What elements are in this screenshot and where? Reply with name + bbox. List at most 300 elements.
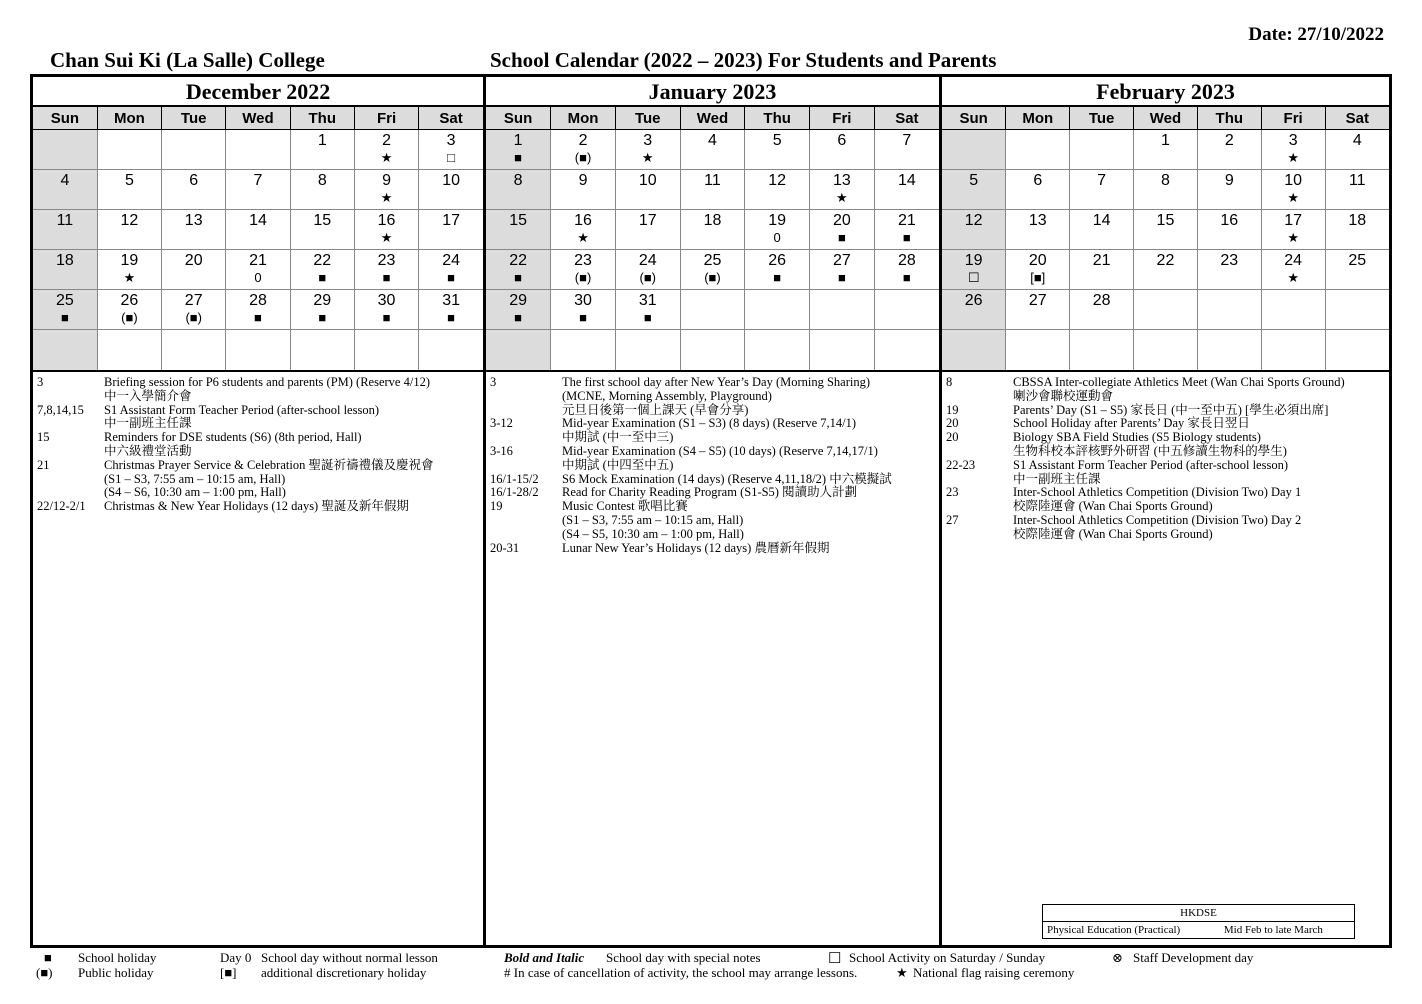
day-number: 8 [1161, 172, 1170, 189]
day-cell [551, 250, 616, 290]
day-marker: ★ [577, 230, 589, 245]
day-number: 24 [442, 252, 460, 269]
day-cell [942, 330, 1006, 372]
note-date: 3-12 [490, 416, 513, 431]
day-cell [1261, 130, 1325, 170]
day-cell [1325, 290, 1389, 330]
saturday-activity-symbol: ☐ [828, 951, 842, 967]
weekday-header: Fri [1261, 107, 1325, 130]
bold-italic-symbol: Bold and Italic [504, 950, 585, 965]
day-number: 7 [902, 132, 912, 149]
note-entry [37, 404, 479, 432]
day-number: 2 [1224, 132, 1234, 149]
day-cell [874, 290, 939, 330]
day-cell [1070, 210, 1134, 250]
note-text [104, 376, 479, 404]
day-cell [1197, 210, 1261, 250]
day-cell [1325, 330, 1389, 372]
day-cell [97, 170, 161, 210]
day-cell [680, 330, 745, 372]
day-number: 18 [55, 252, 74, 269]
day-cell [810, 330, 875, 372]
week-row [486, 330, 939, 372]
day-number: 12 [768, 172, 787, 189]
day-cell [1197, 170, 1261, 210]
note-date: 20 [946, 416, 959, 431]
note-date: 3 [37, 375, 44, 389]
note-line: Biology SBA Field Studies (S5 Biology students) [1013, 430, 1261, 445]
day-cell [290, 170, 354, 210]
day-cell [290, 250, 354, 290]
calendar-grid [942, 107, 1389, 372]
note-entry [946, 431, 1385, 459]
day-marker: ■ [60, 310, 69, 325]
note-text [104, 404, 479, 432]
note-date: 27 [946, 512, 959, 527]
day-number: 20 [184, 252, 203, 269]
weekday-header: Sun [486, 107, 551, 130]
day-number: 9 [382, 172, 391, 189]
day-cell [1006, 250, 1070, 290]
month-panel [483, 77, 939, 945]
calendar-grid [33, 107, 483, 372]
note-entry [37, 376, 479, 404]
day-marker: ■ [382, 270, 391, 285]
day-number: 25 [703, 252, 722, 269]
note-entry [946, 514, 1385, 542]
day-number: 5 [969, 172, 979, 189]
day-marker: ★ [641, 150, 654, 165]
note-entry [490, 486, 935, 500]
day-number: 30 [574, 292, 592, 309]
note-line: (S1 – S3, 7:55 am – 10:15 am, Hall) [104, 471, 286, 486]
calendar-title: School Calendar (2022 – 2023) For Students and Parents [490, 48, 997, 72]
weekday-header: Wed [226, 107, 290, 130]
day-cell [419, 170, 483, 210]
day0-symbol: Day 0 [220, 950, 252, 965]
day-number: 1 [1161, 132, 1170, 149]
day-cell [419, 210, 483, 250]
week-row [942, 250, 1389, 290]
day-number: 4 [1352, 132, 1362, 149]
day-cell [1261, 290, 1325, 330]
day-number: 16 [377, 212, 396, 229]
saturday-activity-label: School Activity on Saturday / Sunday [849, 950, 1046, 965]
day-number: 16 [574, 212, 592, 229]
day-marker: ■ [514, 150, 523, 165]
day-number: 15 [1156, 212, 1175, 229]
day-cell [680, 290, 745, 330]
day-number: 27 [184, 292, 203, 309]
day-cell [162, 250, 226, 290]
day-cell [810, 170, 875, 210]
day-cell [226, 330, 290, 372]
day-number: 30 [377, 292, 396, 309]
day-cell [226, 170, 290, 210]
day-cell [1261, 330, 1325, 372]
day-number: 11 [56, 212, 74, 229]
day-number: 3 [1288, 132, 1298, 149]
day-number: 4 [708, 132, 717, 149]
day-cell [551, 290, 616, 330]
month-title: December 2022 [33, 77, 483, 107]
day-number: 8 [317, 172, 327, 189]
day-cell [615, 130, 680, 170]
flag-symbol: ★ [896, 965, 908, 980]
day-cell [33, 250, 97, 290]
day-cell [942, 250, 1006, 290]
day-cell [1006, 170, 1070, 210]
note-line: CBSSA Inter-collegiate Athletics Meet (Wan Chai Sports Ground) [1013, 375, 1345, 389]
weekday-header: Tue [162, 107, 226, 130]
note-entry [37, 431, 479, 459]
week-row [942, 130, 1389, 170]
staff-development-label: Staff Development day [1133, 950, 1254, 965]
day-marker: ★ [836, 190, 848, 205]
note-text [104, 459, 479, 500]
note-date: 3 [490, 375, 497, 389]
day-number: 1 [317, 132, 327, 149]
note-date: 3-16 [490, 443, 513, 458]
day-cell [226, 130, 290, 170]
public-holiday-label: Public holiday [78, 965, 154, 980]
note-entry [37, 459, 479, 500]
note-text [1013, 417, 1385, 431]
day-number: 26 [964, 292, 983, 309]
day-number: 25 [55, 292, 74, 309]
day-cell [615, 330, 680, 372]
note-line: 元旦日後第一個上課天 (早會分享) [562, 402, 749, 417]
week-row [33, 210, 483, 250]
note-date: 16/1-15/2 [490, 471, 539, 486]
day-number: 31 [638, 292, 657, 309]
day-marker: (■) [704, 270, 721, 285]
day-cell [745, 250, 810, 290]
note-line: 中六級禮堂活動 [104, 443, 192, 458]
day-cell [874, 210, 939, 250]
day-number: 12 [120, 212, 139, 229]
weekday-header: Sun [33, 107, 97, 130]
note-text [1013, 459, 1385, 487]
day-cell [745, 210, 810, 250]
day-number: 17 [638, 212, 657, 229]
note-line: The first school day after New Year’s Day (Morning Sharing) [562, 375, 871, 389]
day-marker: (■) [121, 310, 138, 325]
document-date: Date: 27/10/2022 [1248, 24, 1384, 45]
school-name: Chan Sui Ki (La Salle) College [50, 48, 325, 72]
week-row [942, 330, 1389, 372]
note-line: S6 Mock Examination (14 days) (Reserve 4,11,18/2) 中六模擬試 [562, 471, 892, 486]
day-number: 5 [772, 132, 782, 149]
note-text [1013, 486, 1385, 514]
day-number: 26 [120, 292, 139, 309]
note-text [1013, 514, 1385, 542]
note-entry [490, 500, 935, 541]
month-panel [939, 77, 1389, 945]
day-cell [1325, 170, 1389, 210]
day-cell [1134, 130, 1198, 170]
day-marker: 0 [254, 270, 262, 285]
note-text [562, 542, 935, 556]
note-entry [490, 417, 935, 445]
day-cell [419, 290, 483, 330]
day-cell [680, 210, 745, 250]
day-cell [1070, 290, 1134, 330]
note-line: Briefing session for P6 students and parents (PM) (Reserve 4/12) [104, 375, 430, 389]
note-line: School Holiday after Parents’ Day 家長日翌日 [1013, 416, 1250, 431]
discretionary-label: additional discretionary holiday [261, 965, 427, 980]
day-number: 10 [638, 172, 657, 189]
day-cell [354, 130, 418, 170]
day-marker: [■] [1030, 270, 1046, 285]
day-marker: □ [447, 150, 456, 165]
day-cell [354, 210, 418, 250]
day-cell [162, 210, 226, 250]
day-marker: (■) [574, 150, 592, 165]
month-panel [33, 77, 483, 945]
weekday-header: Mon [1006, 107, 1070, 130]
note-line: 生物科校本評核野外研習 (中五修讀生物科的學生) [1013, 443, 1287, 458]
month-notes [942, 372, 1389, 542]
month-notes [486, 372, 939, 555]
weekday-header: Thu [290, 107, 354, 130]
day-cell [162, 130, 226, 170]
note-text [562, 417, 935, 445]
note-line: (S4 – S5, 10:30 am – 1:00 pm, Hall) [562, 526, 744, 541]
day-cell [419, 250, 483, 290]
note-date: 21 [37, 457, 50, 472]
day-number: 24 [1284, 252, 1303, 269]
weekday-header: Thu [1197, 107, 1261, 130]
day-cell [354, 170, 418, 210]
day-cell [486, 170, 551, 210]
note-line: Reminders for DSE students (S6) (8th period, Hall) [104, 430, 362, 445]
week-row [33, 130, 483, 170]
day-number: 22 [1156, 252, 1175, 269]
note-line: Mid-year Examination (S1 – S3) (8 days) (Reserve 7,14/1) [562, 416, 857, 431]
note-line: Music Contest 歌唱比賽 [562, 499, 688, 514]
day-cell [551, 330, 616, 372]
note-entry [37, 500, 479, 514]
day-marker: ■ [902, 270, 911, 285]
day-cell [1197, 290, 1261, 330]
day-cell [486, 290, 551, 330]
day-cell [810, 290, 875, 330]
staff-development-symbol: ⊗ [1112, 950, 1123, 965]
weekday-header: Tue [615, 107, 680, 130]
day-marker: ■ [447, 270, 456, 285]
note-line: 中一副班主任課 [1013, 471, 1101, 486]
day-number: 21 [897, 212, 916, 229]
hkdse-period: Mid Feb to late March [1220, 922, 1355, 939]
public-holiday-symbol: (■) [36, 965, 53, 980]
cancellation-note: # In case of cancellation of activity, the school may arrange lessons. [504, 965, 858, 980]
day-number: 29 [509, 292, 527, 309]
day-cell [419, 130, 483, 170]
note-text [104, 431, 479, 459]
weekday-header: Wed [1134, 107, 1198, 130]
day-number: 31 [442, 292, 460, 309]
weekday-header-row [486, 107, 939, 130]
week-row [486, 130, 939, 170]
day-number: 13 [1028, 212, 1047, 229]
day-cell [745, 330, 810, 372]
note-text [1013, 376, 1385, 404]
bold-italic-label: School day with special notes [606, 950, 761, 965]
week-row [33, 250, 483, 290]
day-cell [874, 130, 939, 170]
day-number: 22 [313, 252, 332, 269]
day-number: 17 [1284, 212, 1303, 229]
day-number: 9 [1224, 172, 1234, 189]
note-line: 中一副班主任課 [104, 416, 192, 431]
day-number: 16 [1220, 212, 1239, 229]
day-cell [1070, 330, 1134, 372]
day-number: 14 [897, 172, 916, 189]
day-cell [226, 290, 290, 330]
day-cell [1070, 170, 1134, 210]
weekday-header: Fri [810, 107, 875, 130]
weekday-header: Sat [874, 107, 939, 130]
day-cell [290, 330, 354, 372]
day-number: 28 [897, 252, 916, 269]
day-cell [226, 210, 290, 250]
day-cell [745, 290, 810, 330]
day-marker: ★ [1287, 190, 1299, 205]
day-marker: ■ [773, 270, 782, 285]
day-number: 21 [249, 252, 267, 269]
day-cell [162, 170, 226, 210]
day-number: 5 [124, 172, 134, 189]
note-date: 16/1-28/2 [490, 485, 539, 500]
day-cell [33, 330, 97, 372]
week-row [33, 330, 483, 372]
day-cell [162, 330, 226, 372]
week-row [486, 290, 939, 330]
day-marker: ■ [579, 310, 587, 325]
day-cell [745, 170, 810, 210]
day-cell [97, 130, 161, 170]
day-cell [680, 250, 745, 290]
note-text [562, 445, 935, 473]
day-cell [942, 290, 1006, 330]
day-cell [1261, 250, 1325, 290]
hkdse-title: HKDSE [1043, 905, 1355, 922]
weekday-header: Sat [419, 107, 483, 130]
day-cell [1134, 170, 1198, 210]
note-line: Christmas & New Year Holidays (12 days) 聖誕及新年假期 [104, 499, 409, 514]
note-date: 22/12-2/1 [37, 499, 86, 514]
day-number: 23 [574, 252, 592, 269]
day-cell [33, 290, 97, 330]
week-row [33, 170, 483, 210]
day-cell [1070, 130, 1134, 170]
day-cell [486, 210, 551, 250]
day-number: 22 [509, 252, 527, 269]
note-text [1013, 431, 1385, 459]
day-cell [745, 130, 810, 170]
note-line: Read for Charity Reading Program (S1-S5) 閱讀助人計劃 [562, 485, 858, 500]
weekday-header: Tue [1070, 107, 1134, 130]
day-cell [1134, 290, 1198, 330]
day-cell [615, 210, 680, 250]
day-cell [551, 130, 616, 170]
note-line: Lunar New Year’s Holidays (12 days) 農曆新年假期 [562, 540, 830, 555]
day-number: 10 [442, 172, 460, 189]
day-marker: ★ [1287, 150, 1299, 165]
day-cell [226, 250, 290, 290]
day-marker: ★ [123, 270, 136, 285]
day-cell [1006, 330, 1070, 372]
day-cell [1261, 170, 1325, 210]
week-row [942, 210, 1389, 250]
day-number: 3 [446, 132, 456, 149]
day-marker: (■) [639, 270, 657, 285]
day-marker: ■ [902, 230, 911, 245]
week-row [942, 290, 1389, 330]
day-marker: ■ [837, 270, 846, 285]
day-cell [615, 170, 680, 210]
day-cell [1325, 130, 1389, 170]
day-cell [1006, 130, 1070, 170]
day-number: 4 [60, 172, 70, 189]
note-text [562, 486, 935, 500]
day-number: 7 [1097, 172, 1107, 189]
day-number: 23 [1220, 252, 1239, 269]
weekday-header: Mon [551, 107, 616, 130]
weekday-header: Fri [354, 107, 418, 130]
day-number: 13 [832, 172, 851, 189]
note-entry [946, 459, 1385, 487]
day-number: 27 [1028, 292, 1047, 309]
day-number: 3 [643, 132, 653, 149]
day0-label: School day without normal lesson [261, 950, 438, 965]
day-number: 6 [189, 172, 199, 189]
day-marker: ■ [514, 270, 523, 285]
day-marker: 0 [773, 230, 781, 245]
day-cell [1261, 210, 1325, 250]
day-number: 6 [837, 132, 847, 149]
day-cell [97, 210, 161, 250]
day-number: 19 [964, 252, 983, 269]
day-marker: ■ [837, 230, 846, 245]
day-number: 2 [382, 132, 391, 149]
day-number: 26 [768, 252, 787, 269]
day-cell [290, 210, 354, 250]
note-entry [946, 486, 1385, 514]
note-date: 20 [946, 430, 959, 445]
day-number: 21 [1092, 252, 1111, 269]
day-cell [874, 250, 939, 290]
weekday-header: Sat [1325, 107, 1389, 130]
weekday-header-row [33, 107, 483, 130]
day-marker: ★ [380, 230, 393, 245]
day-cell [33, 210, 97, 250]
day-number: 27 [832, 252, 851, 269]
day-cell [290, 290, 354, 330]
month-title: February 2023 [942, 77, 1389, 107]
day-number: 15 [509, 212, 527, 229]
day-cell [615, 290, 680, 330]
note-line: (S1 – S3, 7:55 am – 10:15 am, Hall) [562, 512, 744, 527]
day-cell [942, 210, 1006, 250]
day-number: 29 [313, 292, 332, 309]
note-line: (MCNE, Morning Assembly, Playground) [562, 388, 772, 403]
day-number: 28 [1092, 292, 1111, 309]
day-cell [486, 250, 551, 290]
flag-label: National flag raising ceremony [913, 965, 1075, 980]
day-cell [97, 290, 161, 330]
